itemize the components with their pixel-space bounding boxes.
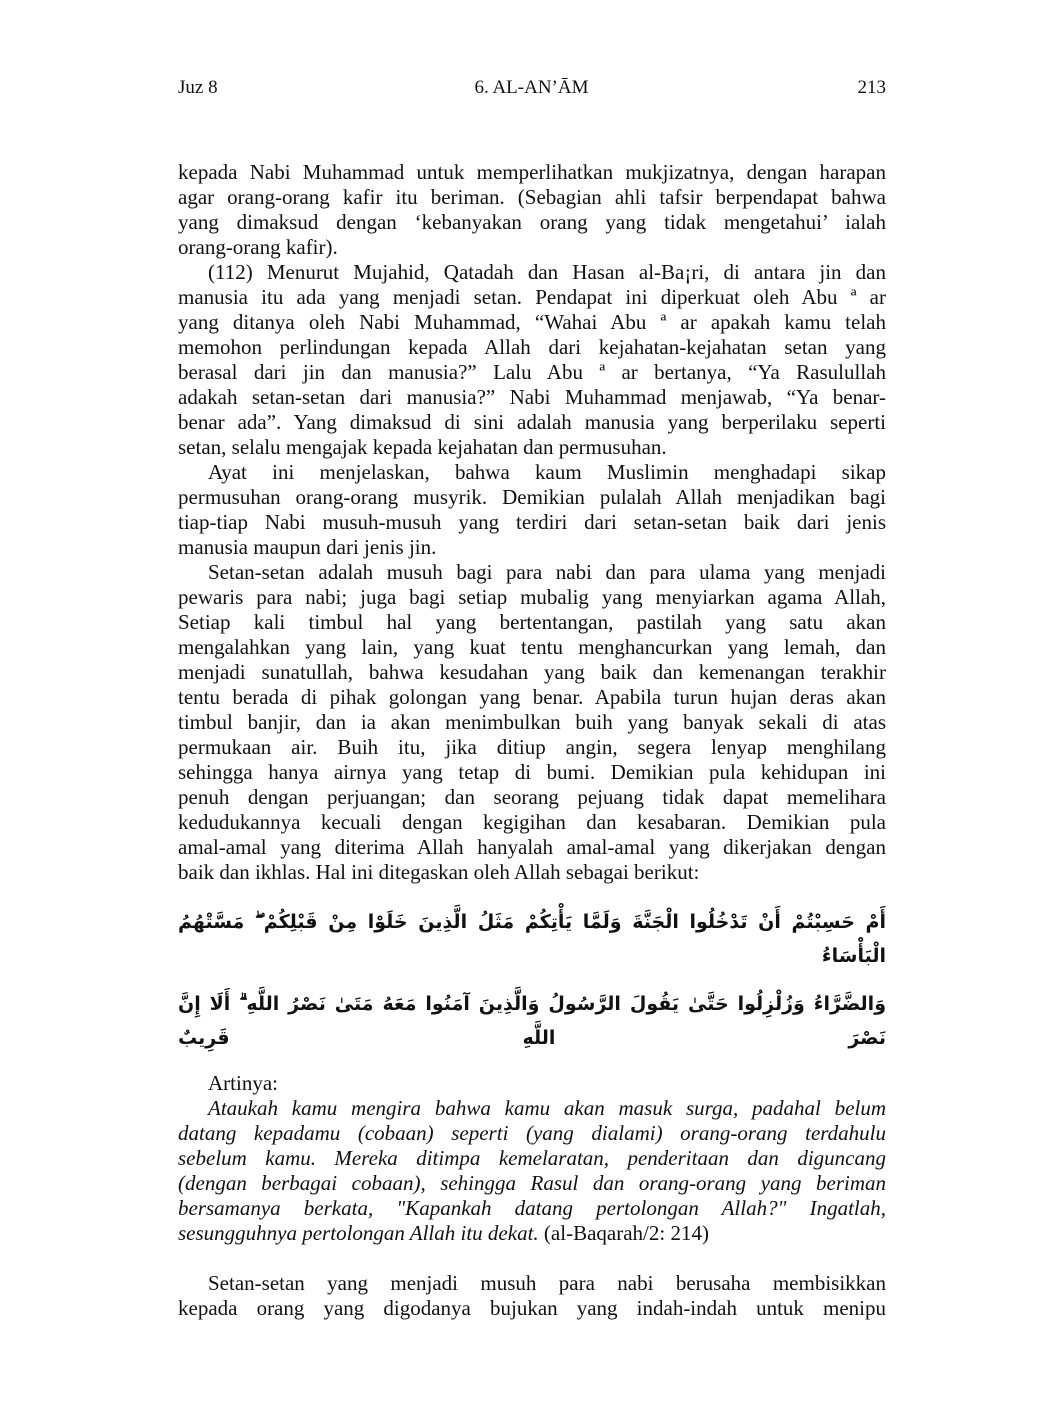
text-line: penuh dengan perjuangan; dan seorang pejuang tidak dapat memelihara xyxy=(178,785,886,809)
text-line: permukaan air. Buih itu, jika ditiup angin, segera lenyap menghilang xyxy=(178,735,886,759)
translation-label: Artinya: xyxy=(208,1071,278,1095)
text-line: Ayat ini menjelaskan, bahwa kaum Muslimin menghadapi sikap xyxy=(208,460,886,484)
text-line: orang-orang kafir). xyxy=(178,235,338,259)
paragraph xyxy=(178,460,886,560)
translation-text: sesungguhnya pertolongan Allah itu dekat. xyxy=(178,1221,539,1245)
text-line: Setan-setan adalah musuh bagi para nabi dan para ulama yang menjadi xyxy=(208,560,886,584)
text-line: kepada Nabi Muhammad untuk memperlihatkan mukjizatnya, dengan harapan xyxy=(178,160,886,184)
text-line: Setiap kali timbul hal yang bertentangan, pastilah yang satu akan xyxy=(178,610,886,634)
verse-translation xyxy=(178,1071,886,1246)
paragraph xyxy=(178,260,886,460)
translation-text: Ataukah kamu mengira bahwa kamu akan masuk surga, padahal belum xyxy=(208,1096,886,1120)
text-line: Setan-setan yang menjadi musuh para nabi berusaha membisikkan xyxy=(208,1271,886,1295)
text-line: agar orang-orang kafir itu beriman. (Sebagian ahli tafsir berpendapat bahwa xyxy=(178,185,886,209)
text-line: tentu berada di pihak golongan yang benar. Apabila turun hujan deras akan xyxy=(178,685,886,709)
translation-line xyxy=(178,1146,886,1171)
text-line: berasal dari jin dan manusia?” Lalu Abu ª ar bertanya, “Ya Rasulullah xyxy=(178,360,886,384)
translation-line xyxy=(178,1171,886,1196)
translation-line xyxy=(178,1221,886,1246)
translation-text: bersamanya berkata, "Kapankah datang pertolongan Allah?" Ingatlah, xyxy=(178,1196,886,1220)
body-text-bottom xyxy=(178,1271,886,1321)
text-line: manusia itu ada yang menjadi setan. Pendapat ini diperkuat oleh Abu ª ar xyxy=(178,285,886,309)
text-line: yang dimaksud dengan ‘kebanyakan orang yang tidak mengetahui’ ialah xyxy=(178,210,886,234)
arabic-verse-line-1: أَمْ حَسِبْتُمْ أَنْ تَدْخُلُوا الْجَنَّةَ وَلَمَّا يَأْتِكُمْ مَثَلُ الَّذِينَ خَلَوْا مِنْ قَبْلِكُمْ ۖ مَسَّتْهُمُ الْبَأْسَاءُ xyxy=(178,911,886,967)
running-header-surah: 6. AL-AN’ĀM xyxy=(474,77,589,98)
page-number: 213 xyxy=(857,77,886,98)
paragraph xyxy=(178,160,886,260)
text-line: permusuhan orang-orang musyrik. Demikian pulalah Allah menjadikan bagi xyxy=(178,485,886,509)
text-line: timbul banjir, dan ia akan menimbulkan buih yang banyak sekali di atas xyxy=(178,710,886,734)
text-line: menjadi sunatullah, bahwa kesudahan yang baik dan kemenangan terakhir xyxy=(178,660,886,684)
text-column xyxy=(178,160,886,1321)
paragraph xyxy=(178,560,886,885)
text-line: mengalahkan yang lain, yang kuat tentu menghancurkan yang lemah, dan xyxy=(178,635,886,659)
arabic-verse-line-2: وَالضَّرَّاءُ وَزُلْزِلُوا حَتَّىٰ يَقُولَ الرَّسُولُ وَالَّذِينَ آمَنُوا مَعَهُ مَتَىٰ نَصْرُ اللَّهِ ۗ أَلَا إِنَّ نَصْرَ اللَّهِ قَرِيبٌ xyxy=(178,993,886,1049)
text-line: pewaris para nabi; juga bagi setiap mubalig yang menyiarkan agama Allah, xyxy=(178,585,886,609)
text-line: adakah setan-setan dari manusia?” Nabi Muhammad menjawab, “Ya benar- xyxy=(178,385,886,409)
text-line: kepada orang yang digodanya bujukan yang indah-indah untuk menipu xyxy=(178,1296,886,1320)
translation-line xyxy=(178,1121,886,1146)
translation-line xyxy=(178,1096,886,1121)
verse-reference: (al-Baqarah/2: 214) xyxy=(543,1221,709,1245)
text-line: yang ditanya oleh Nabi Muhammad, “Wahai Abu ª ar apakah kamu telah xyxy=(178,310,886,334)
translation-line xyxy=(178,1196,886,1221)
translation-text: datang kepadamu (cobaan) seperti (yang dialami) orang-orang terdahulu xyxy=(178,1121,886,1145)
text-line: baik dan ikhlas. Hal ini ditegaskan oleh Allah sebagai berikut: xyxy=(178,860,700,884)
text-line: amal-amal yang diterima Allah hanyalah amal-amal yang dikerjakan dengan xyxy=(178,835,886,859)
running-header-juz: Juz 8 xyxy=(178,77,218,98)
body-text-top xyxy=(178,160,886,885)
text-line: memohon perlindungan kepada Allah dari kejahatan-kejahatan setan yang xyxy=(178,335,886,359)
text-line: tiap-tiap Nabi musuh-musuh yang terdiri dari setan-setan baik dari jenis xyxy=(178,510,886,534)
text-line: sehingga hanya airnya yang tetap di bumi. Demikian pula kehidupan ini xyxy=(178,760,886,784)
translation-text: (dengan berbagai cobaan), sehingga Rasul dan orang-orang yang beriman xyxy=(178,1171,886,1195)
text-line: kedudukannya kecuali dengan kegigihan dan kesabaran. Demikian pula xyxy=(178,810,886,834)
text-line: (112) Menurut Mujahid, Qatadah dan Hasan al-Ba¡ri, di antara jin dan xyxy=(208,260,886,284)
translation-text: sebelum kamu. Mereka ditimpa kemelaratan, penderitaan dan diguncang xyxy=(178,1146,886,1170)
text-line: benar ada”. Yang dimaksud di sini adalah manusia yang berperilaku seperti xyxy=(178,410,886,434)
text-line: manusia maupun dari jenis jin. xyxy=(178,535,437,559)
paragraph xyxy=(178,1271,886,1321)
text-line: setan, selalu mengajak kepada kejahatan dan permusuhan. xyxy=(178,435,667,459)
translation-body xyxy=(178,1096,886,1246)
